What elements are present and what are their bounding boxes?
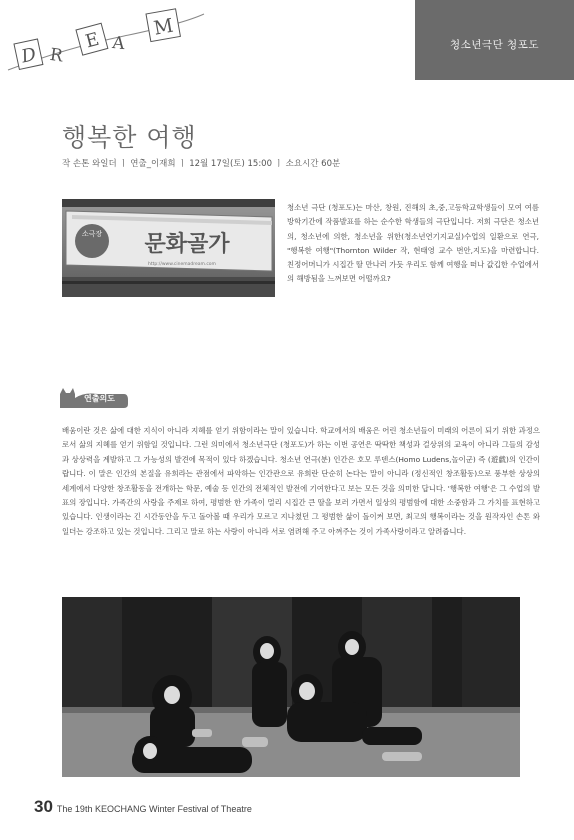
dream-letter-d: D bbox=[19, 43, 38, 68]
stage-photo bbox=[62, 597, 520, 777]
dream-letter-e: E bbox=[83, 28, 102, 53]
dream-letter-m: M bbox=[152, 14, 176, 40]
page-title: 행복한 여행 bbox=[62, 123, 197, 152]
page-footer bbox=[34, 797, 252, 817]
footer-text: The 19th KEOCHANG Winter Festival of Theatre bbox=[56, 804, 252, 814]
dream-logo bbox=[6, 8, 206, 78]
sign-badge-text: 소극장 bbox=[81, 230, 103, 238]
dream-letter-a: A bbox=[111, 32, 126, 55]
section-tag-label: 청소년극단 청포도 bbox=[450, 39, 539, 51]
section-tag bbox=[415, 0, 574, 80]
section-label-text: 연출의도 bbox=[84, 394, 115, 403]
page-number: 30 bbox=[34, 797, 53, 816]
section-label-directing bbox=[58, 386, 130, 410]
body-paragraph: 배움이란 것은 삶에 대한 지식이 아니라 지혜를 얻기 위함이라는 말이 있습니다. 학교에서의 배움은 어린 청소년들이 미래의 어른이 되기 위한 과정으로서 삶의 지혜를 얻기 위함일 것입니다. 그런 의미에서 청소년극단 (청포도)가 하는 이번 공연은 딱딱한 책성과 걸상위의 교육이 아니라 그들의 감성과 상상력을 계발하고 그 가능성의 발견에 목적이 있다 하겠습니다. 청소년 연극(분) 인간은 호모 루덴스(Homo Ludens,놀이군) 즉 (遊戱)의 인간이랍니다. 이 말은 인간의 본질을 유희라는 관점에서 파악하는 인간관으로 유희란 단순히 논다는 말이 아니라 (정신적인 창조활동)으로 풍부한 상상의 세계에서 다양한 창조활동을 전개하는 학문, 예술 등 인간의 전체적인 발전에 기여한다고 보는 모든 것을 의미한 답니다. '행복한 여행'은 그 수업의 발표의 장입니다. 가족간의 사랑을 주제로 하여, 평범한 한 가족이 멀리 시집간 큰 딸을 보러 가면서 일상의 평범함에 대한 소중함과 그 가치를 표현하고 있습니다. 인생이라는 긴 시간동안을 두고 돌아볼 때 우리가 모르고 지나쳤던 그 평범한 삶이 돌이켜 보면, 최고의 행복이라는 것을 원작자인 손톤 와일더는 강조하고 있는 것입니다. 그리고 말로 하는 사랑이 아니라 서로 염려해 주고 아껴주는 것이 가족사랑이라고 알려줍니다. bbox=[62, 426, 540, 536]
sign-url: http://www.cinemadream.com bbox=[148, 262, 216, 267]
intro-paragraph: 청소년 극단 (청포도)는 마산, 창원, 진해의 초,중,고등학교학생들이 모여 여름방학기간에 작품발표를 하는 순수한 학생들의 극단입니다. 저희 극단은 청소년의, 청소년에 의한, 청소년을 위한(청소년연기지교실)수업의 일환으로 연극, "행복한 여행"(Thornton Wilder 작, 현태영 교수 번안,지도)을 마련합니다. 친정어머니가 시집간 딸 만나러 가듯 우리도 함께 여행을 떠나 값깁한 수업에서의 해방됨을 느껴보면 어떨까요? bbox=[287, 203, 539, 284]
dream-letter-r: R bbox=[48, 44, 64, 67]
theatre-sign-photo bbox=[62, 199, 275, 297]
performance-credits: 작 손톤 와일더 ㅣ 연출_이재희 ㅣ 12월 17일(토) 15:00 ㅣ 소요시간 60분 bbox=[62, 159, 341, 169]
sign-name: 문화골가 bbox=[144, 231, 230, 257]
